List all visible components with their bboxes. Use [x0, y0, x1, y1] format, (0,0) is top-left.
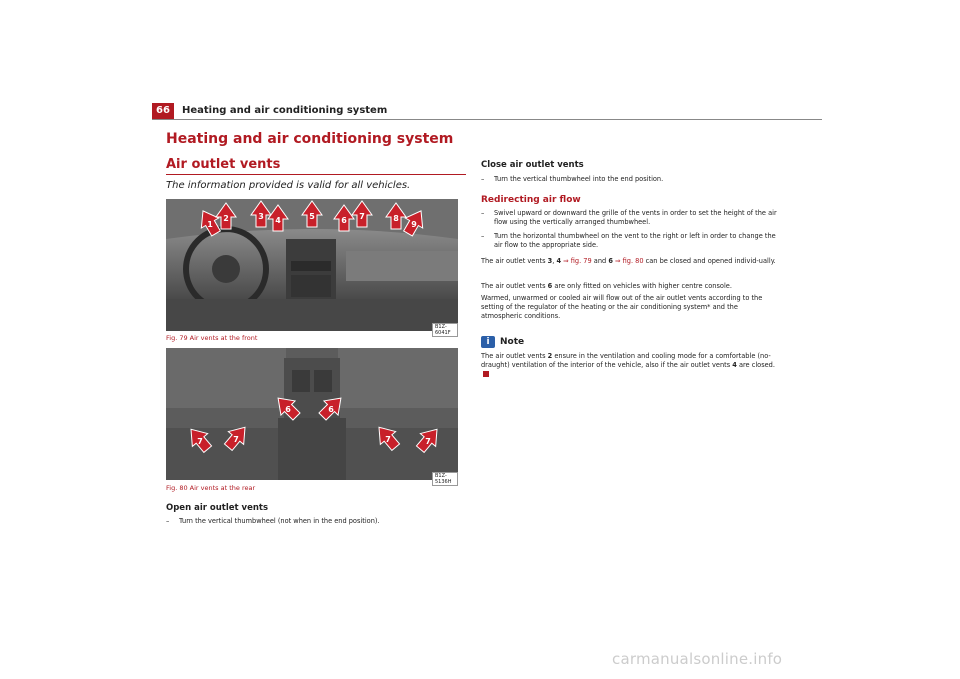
p-text: The air outlet vents	[481, 352, 548, 360]
close-vents-heading: Close air outlet vents	[481, 160, 584, 170]
vent-arrow-label: 4	[275, 216, 281, 225]
vent-arrow-label: 2	[223, 214, 229, 223]
figure-caption-79: Fig. 79 Air vents at the front	[166, 334, 258, 342]
vent-number: 3	[547, 257, 553, 265]
step-text: Turn the horizontal thumbwheel on the vent to the right or left in order to change the air flow to the appropriate side.	[494, 232, 776, 249]
running-title: Heating and air conditioning system	[182, 105, 388, 116]
vent-arrow-label: 7	[425, 437, 431, 446]
section-end-icon	[483, 371, 489, 377]
page-title: Heating and air conditioning system	[166, 131, 454, 147]
vent-arrow-label: 3	[258, 212, 264, 221]
vent-arrow-label: 9	[411, 220, 417, 229]
vent-number: 4	[732, 361, 737, 369]
vent-arrow-label: 7	[233, 435, 239, 444]
note-info-icon: i	[481, 336, 495, 348]
figure-front-vents	[166, 199, 458, 336]
dash: –	[481, 209, 485, 217]
p-text: The air outlet vents	[481, 282, 548, 290]
section-intro: The information provided is valid for all vehicles.	[166, 180, 411, 191]
dash: –	[166, 517, 170, 525]
dash: –	[481, 175, 485, 183]
vent-number: 4	[556, 257, 562, 265]
redirect-step-1	[481, 209, 781, 227]
rear-seats-illustration	[166, 348, 458, 480]
open-vents-heading: Open air outlet vents	[166, 503, 269, 513]
vent-arrow-label: 7	[385, 435, 391, 444]
figure-code: B1Z-6041F	[432, 323, 458, 337]
vent-arrow-label: 6	[341, 216, 347, 225]
dash: –	[481, 232, 485, 240]
step-text: Turn the vertical thumbwheel (not when in the end position).	[179, 517, 380, 525]
section-title: Air outlet vents	[166, 157, 281, 172]
figure-rear-vents	[166, 348, 458, 485]
note-title: Note	[500, 337, 525, 347]
vent-number: 6	[547, 282, 553, 290]
p-text: are only fitted on vehicles with higher centre console.	[552, 282, 732, 290]
figure-code: B1Z-5136H	[432, 472, 458, 486]
p-text: can be closed and opened individ-ually.	[643, 257, 776, 265]
vent-number: 6	[608, 257, 613, 265]
header-rule	[152, 119, 822, 120]
paragraph-1	[481, 257, 781, 266]
section-rule	[166, 174, 466, 175]
vent-arrow-label: 1	[207, 220, 213, 229]
vent-arrow-label: 6	[285, 405, 291, 414]
redirect-step-2	[481, 232, 781, 250]
fig-79-link[interactable]: ⇒ fig. 79	[561, 257, 592, 265]
p-text: ensure in the ventilation and cooling mode for a comfortable (no-draught) ventilation of the interior of the vehicle, also if the air outlet vents	[481, 352, 771, 369]
vent-number: 2	[547, 352, 553, 360]
paragraph-3: Warmed, unwarmed or cooled air will flow out of the air outlet vents according to the setting of the regulator of the heating or the air conditioning system* and the atmospheric conditions.	[481, 294, 763, 320]
fig-80-link[interactable]: ⇒ fig. 80	[612, 257, 644, 265]
vent-arrow-label: 8	[393, 214, 399, 223]
vent-arrow-label: 6	[328, 405, 334, 414]
p-text: are closed.	[736, 361, 775, 369]
vent-arrow-label: 5	[309, 212, 315, 221]
front-dashboard-illustration	[166, 199, 458, 331]
p-text: and	[591, 257, 609, 265]
p-text: ,	[552, 257, 557, 265]
vent-arrow-label: 7	[359, 212, 365, 221]
vent-arrow-label: 7	[197, 437, 203, 446]
watermark: carmanualsonline.info	[612, 650, 783, 668]
p-text: The air outlet vents	[481, 257, 548, 265]
figure-caption-80: Fig. 80 Air vents at the rear	[166, 484, 256, 492]
redirect-heading: Redirecting air flow	[481, 195, 581, 205]
paragraph-2	[481, 282, 781, 291]
open-vents-step	[166, 517, 466, 526]
close-vents-step	[481, 175, 781, 184]
step-text: Swivel upward or downward the grille of the vents in order to set the height of the air flow using the vertically arranged thumbwheel.	[494, 209, 777, 226]
step-text: Turn the vertical thumbwheel into the end position.	[494, 175, 664, 183]
note-text	[481, 352, 781, 379]
page-number: 66	[152, 103, 174, 119]
